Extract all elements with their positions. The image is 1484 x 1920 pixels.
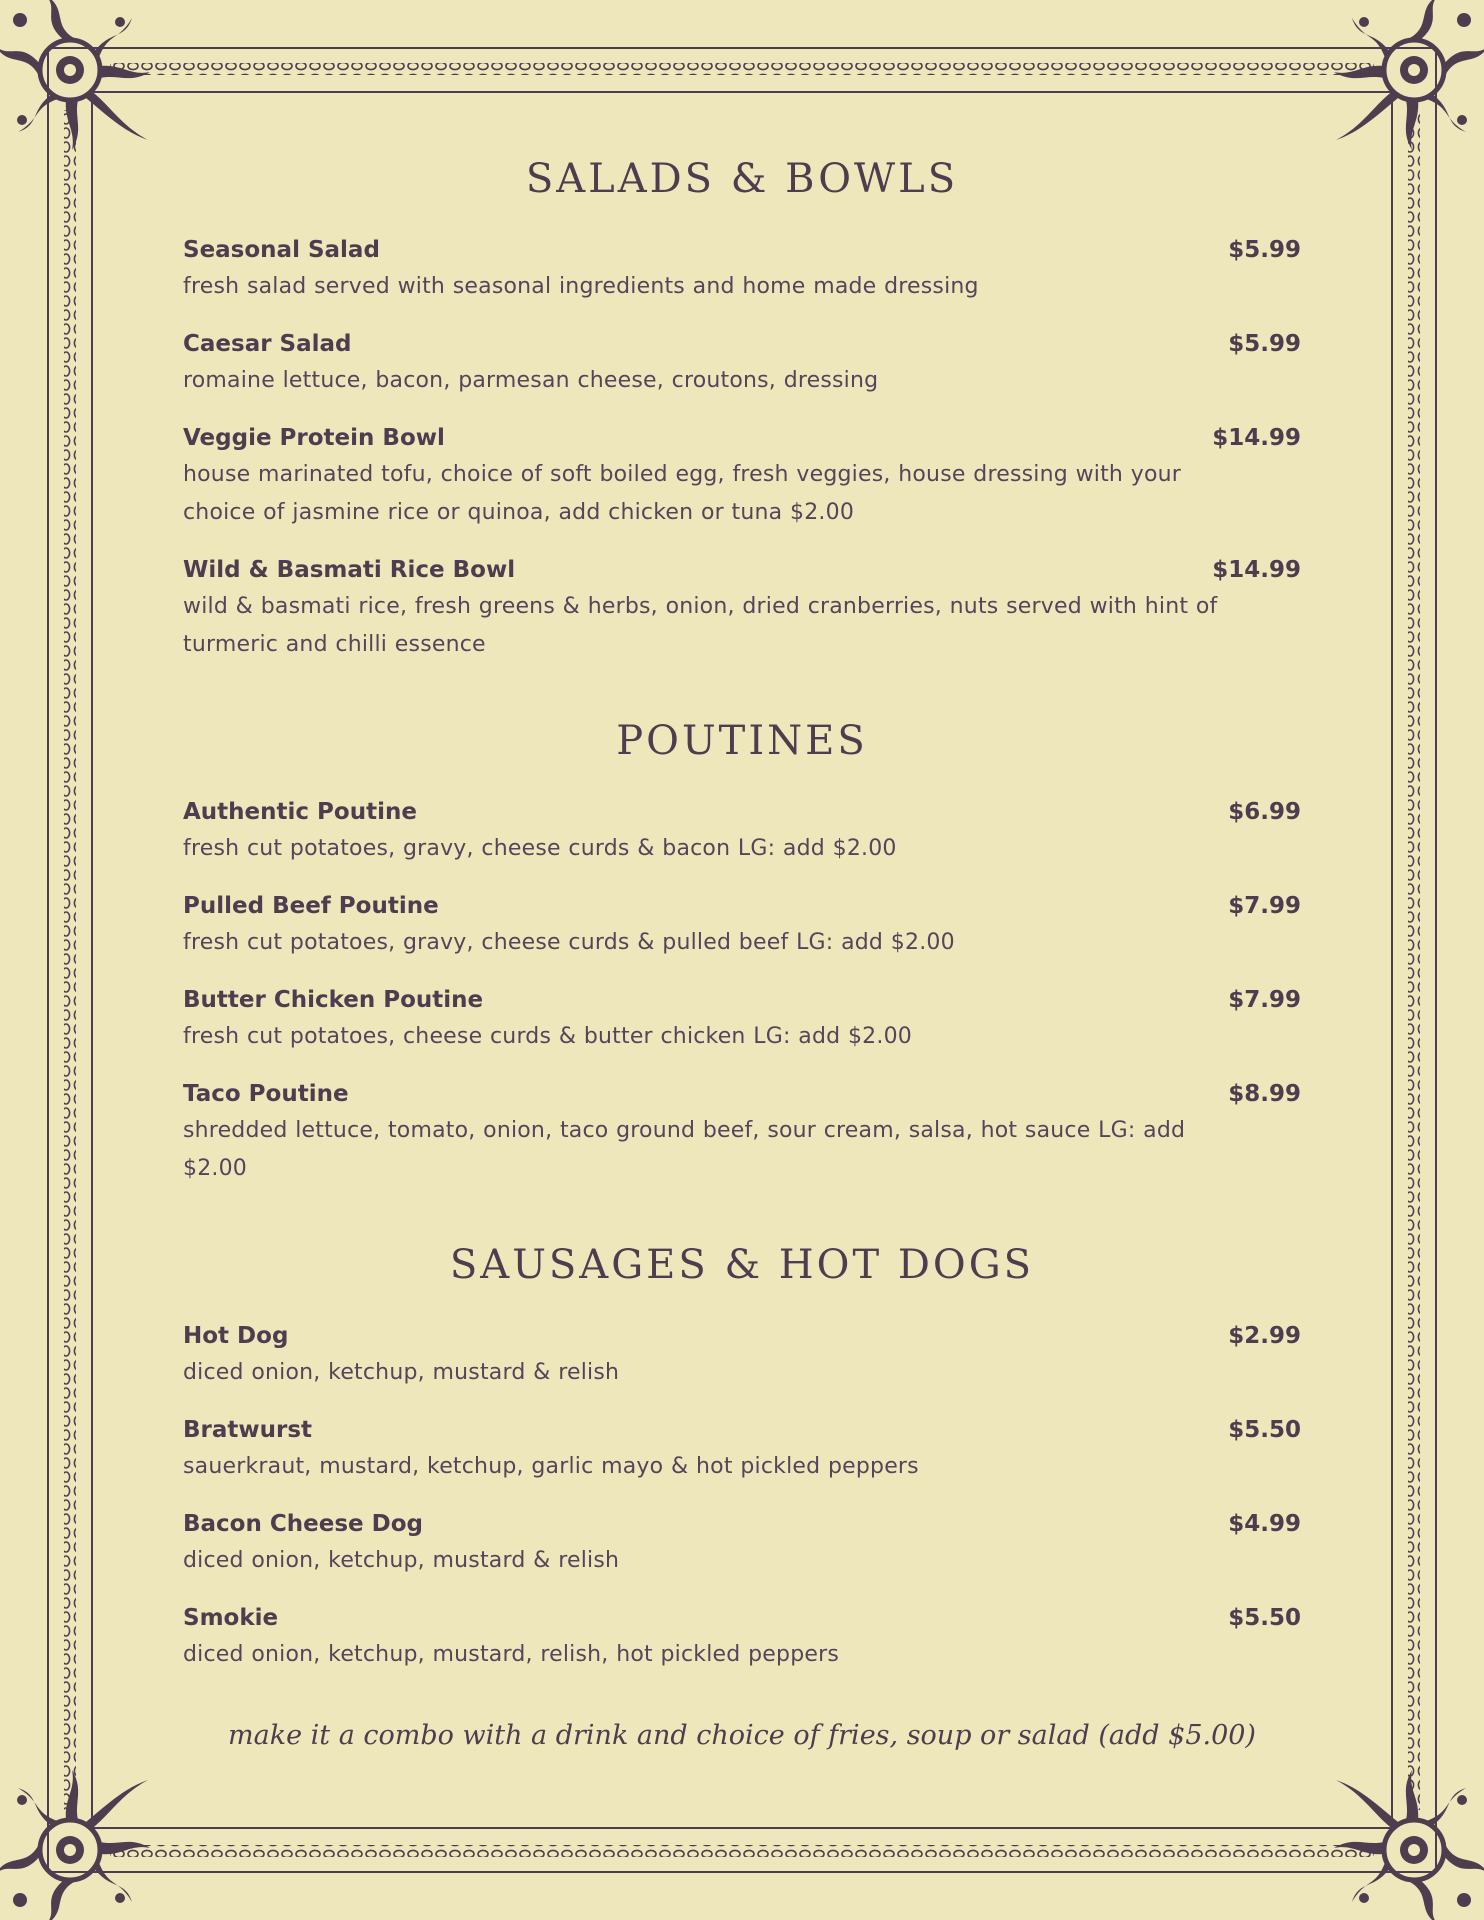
item-price: $14.99 (1212, 425, 1301, 451)
item-description: sauerkraut, mustard, ketchup, garlic mayo & hot pickled peppers (183, 1454, 919, 1479)
menu-item (183, 1506, 1301, 1580)
item-description: shredded lettuce, tomato, onion, taco ground beef, sour cream, salsa, hot sauce LG: add $2.00 (183, 1118, 1186, 1181)
menu-item (183, 888, 1301, 962)
menu-item (183, 1318, 1301, 1392)
item-description: fresh salad served with seasonal ingredients and home made dressing (183, 274, 979, 299)
item-price: $5.99 (1228, 331, 1301, 357)
item-description: diced onion, ketchup, mustard & relish (183, 1360, 620, 1385)
item-name: Bratwurst (183, 1417, 313, 1443)
item-price: $4.99 (1228, 1511, 1301, 1537)
item-price: $2.99 (1228, 1323, 1301, 1349)
item-price: $14.99 (1212, 557, 1301, 583)
item-price: $6.99 (1228, 799, 1301, 825)
item-price: $7.99 (1228, 987, 1301, 1013)
section-salads-bowls (183, 152, 1301, 664)
item-description: fresh cut potatoes, gravy, cheese curds & pulled beef LG: add $2.00 (183, 930, 955, 955)
combo-note: make it a combo with a drink and choice of fries, soup or salad (add $5.00) (228, 1720, 1256, 1751)
menu-item (183, 982, 1301, 1056)
item-name: Smokie (183, 1605, 279, 1631)
menu-item (183, 1076, 1301, 1188)
item-name: Taco Poutine (183, 1081, 349, 1107)
item-name: Seasonal Salad (183, 237, 380, 263)
item-name: Caesar Salad (183, 331, 352, 357)
item-price: $5.50 (1228, 1605, 1301, 1631)
section-title: SALADS & BOWLS (525, 156, 959, 202)
item-description: fresh cut potatoes, gravy, cheese curds & bacon LG: add $2.00 (183, 836, 897, 861)
item-description: wild & basmati rice, fresh greens & herbs, onion, dried cranberries, nuts served with hint of turmeric and chilli essence (183, 594, 1218, 657)
item-description: diced onion, ketchup, mustard & relish (183, 1548, 620, 1573)
item-price: $5.50 (1228, 1417, 1301, 1443)
menu-item (183, 232, 1301, 306)
item-name: Hot Dog (183, 1323, 289, 1349)
item-name: Authentic Poutine (183, 799, 417, 825)
item-name: Bacon Cheese Dog (183, 1511, 423, 1537)
item-price: $7.99 (1228, 893, 1301, 919)
menu-item (183, 794, 1301, 868)
section-poutines (183, 714, 1301, 1188)
item-price: $5.99 (1228, 237, 1301, 263)
item-name: Veggie Protein Bowl (183, 425, 445, 451)
menu-item (183, 420, 1301, 532)
section-title: POUTINES (616, 718, 868, 764)
menu-item (183, 1412, 1301, 1486)
item-description: diced onion, ketchup, mustard, relish, hot pickled peppers (183, 1642, 840, 1667)
item-price: $8.99 (1228, 1081, 1301, 1107)
menu-item (183, 552, 1301, 664)
item-name: Butter Chicken Poutine (183, 987, 484, 1013)
menu-content (183, 148, 1301, 1694)
menu-item (183, 1600, 1301, 1674)
section-title: SAUSAGES & HOT DOGS (449, 1242, 1035, 1288)
menu-item (183, 326, 1301, 400)
item-description: fresh cut potatoes, cheese curds & butter chicken LG: add $2.00 (183, 1024, 912, 1049)
item-name: Wild & Basmati Rice Bowl (183, 557, 516, 583)
item-description: romaine lettuce, bacon, parmesan cheese, croutons, dressing (183, 368, 879, 393)
item-name: Pulled Beef Poutine (183, 893, 439, 919)
section-sausages-hot-dogs (183, 1238, 1301, 1674)
item-description: house marinated tofu, choice of soft boiled egg, fresh veggies, house dressing with your choice of jasmine rice or quinoa, add chicken or tuna $2.00 (183, 462, 1182, 525)
